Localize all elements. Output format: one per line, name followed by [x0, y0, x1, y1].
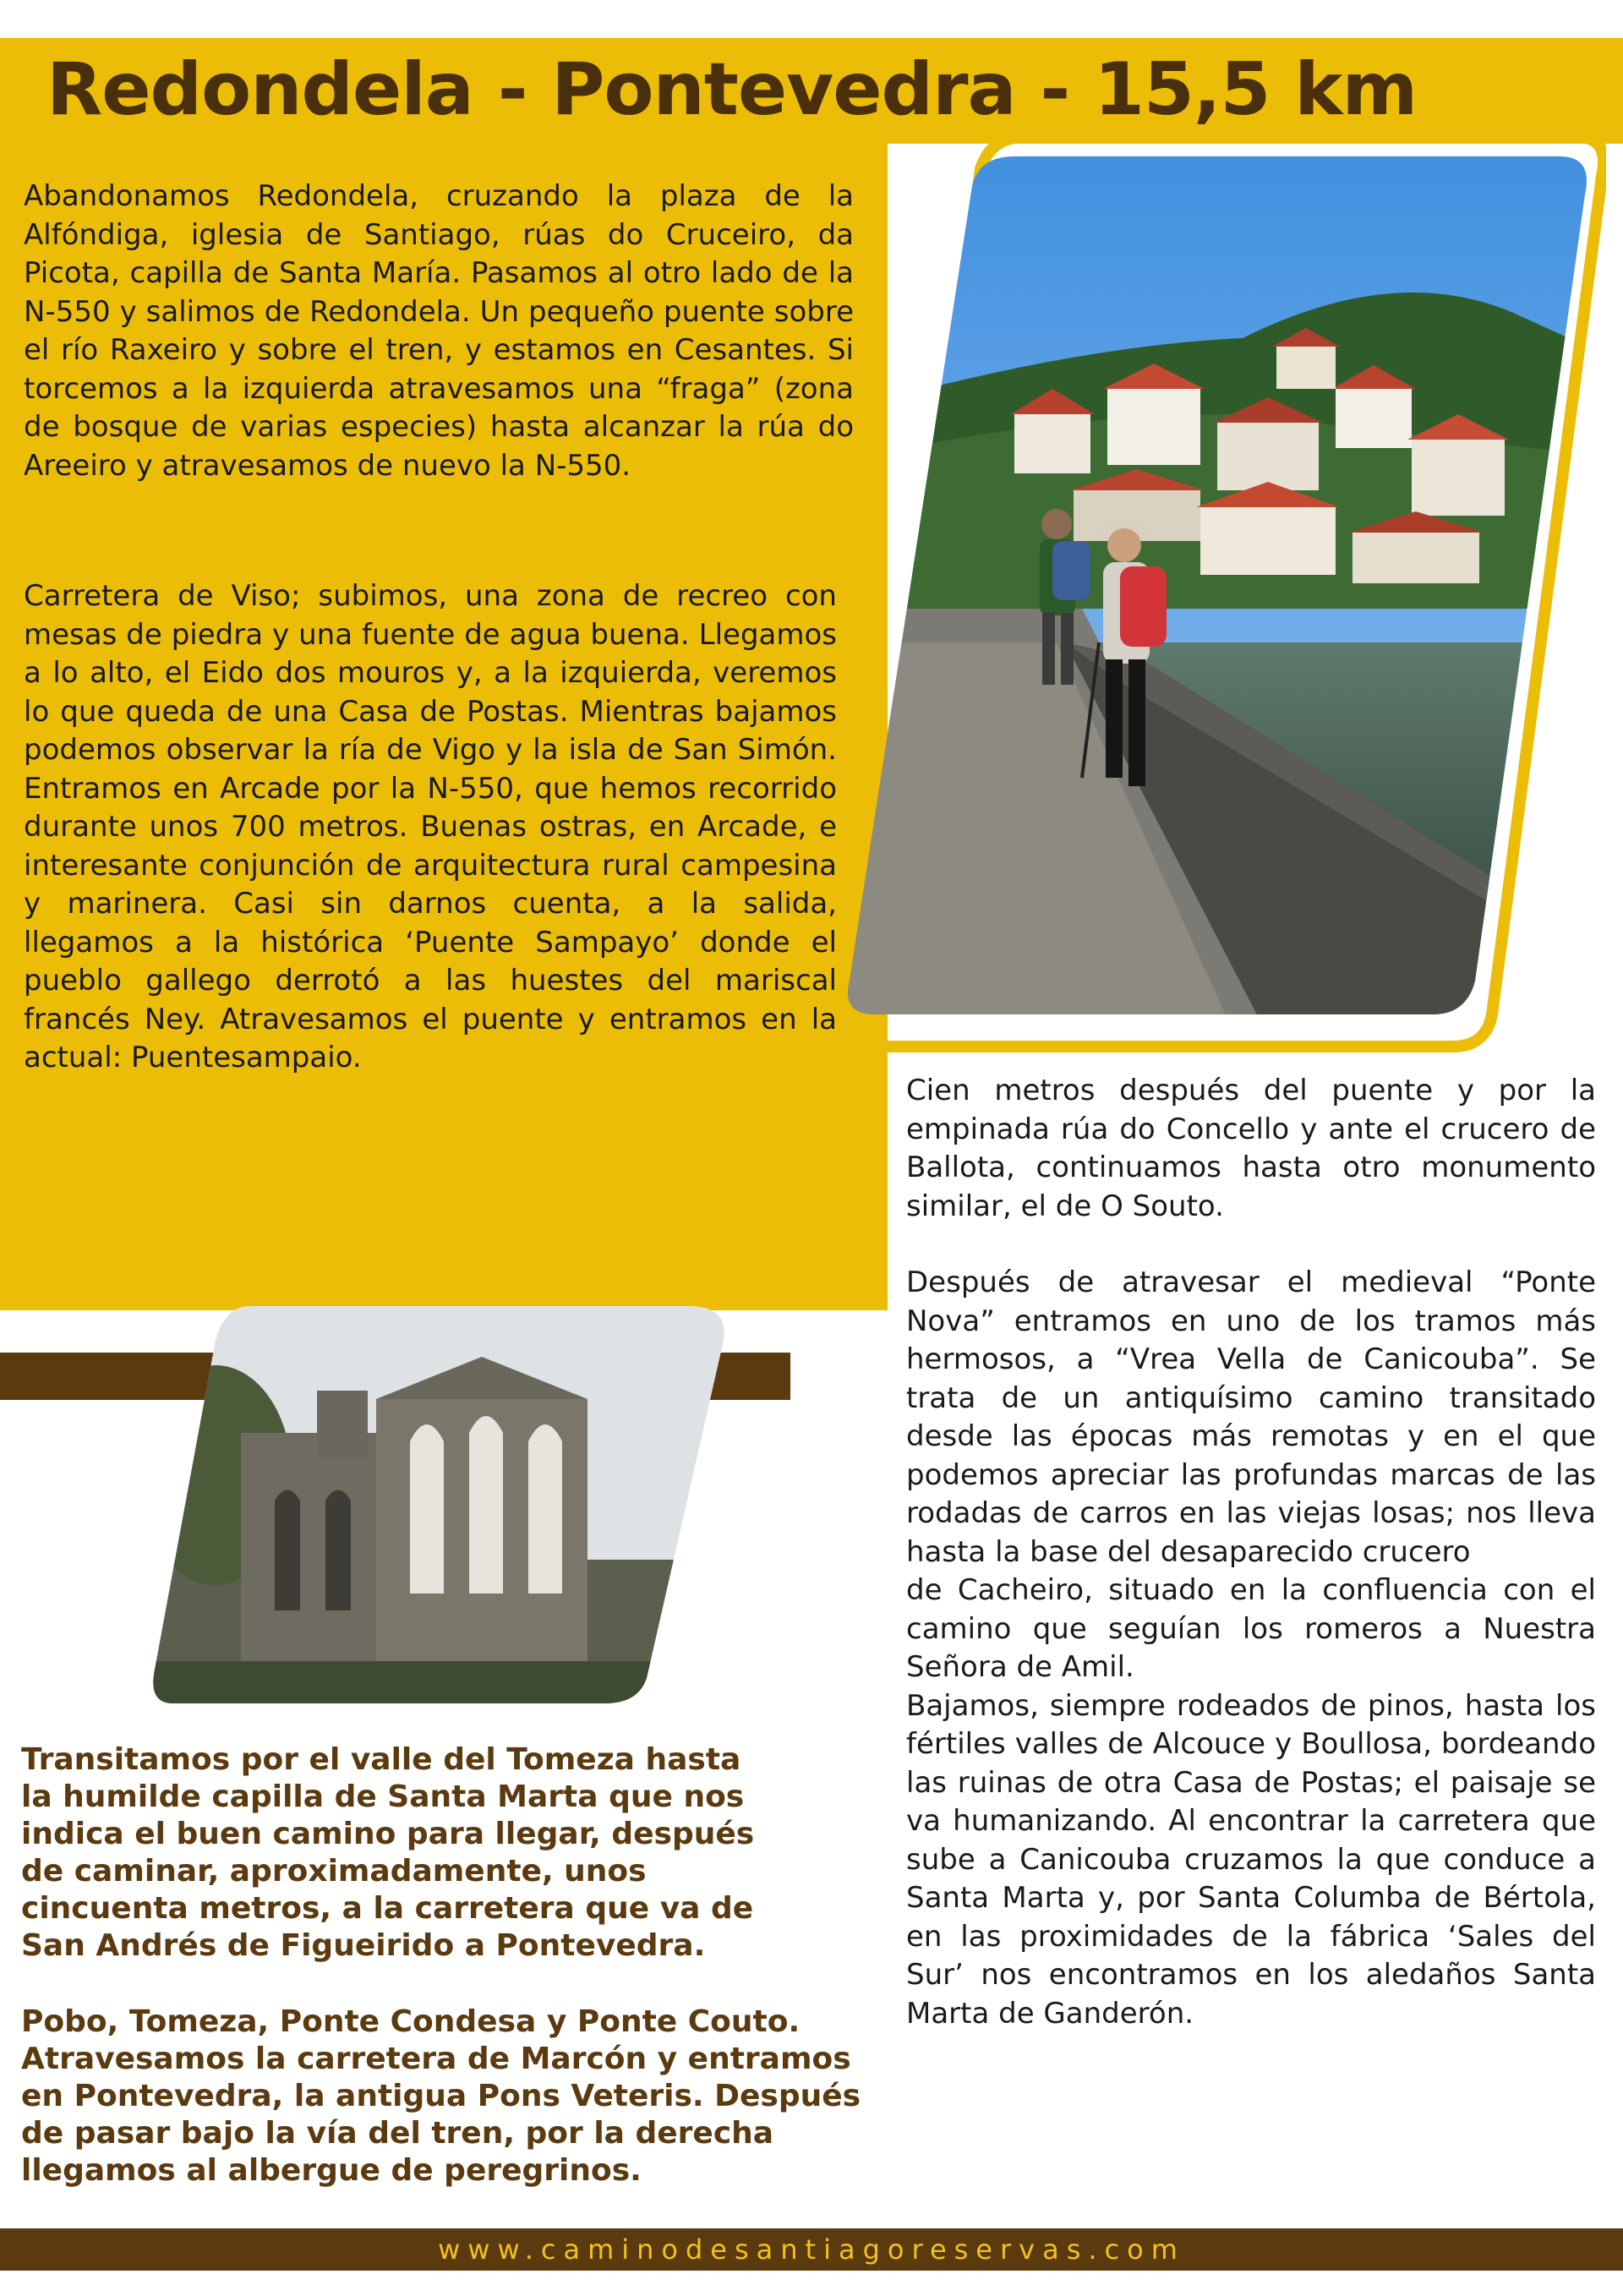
right-paragraph-1: Cien metros después del puente y por la empinada rúa do Concello y ante el crucero de Ballota, continuamos hasta otro monumento similar, el de O Souto. [906, 1074, 1596, 1223]
bold-paragraph-2: Pobo, Tomeza, Ponte Condesa y Ponte Couto. Atravesamos la carretera de Marcón y entramos en Pontevedra, la antigua Pons Veteris. Después de pasar bajo la vía del tren, por la derecha llegamos al albergue de peregrinos. [21, 2004, 861, 2188]
right-paragraph-3: Bajamos, siempre rodeados de pinos, hasta los fértiles valles de Alcouce y Boullosa, bordeando las ruinas de otra Casa de Postas; el paisaje se va humanizando. Al encontrar la carretera que sube a Canicouba cruzamos la que conduce a Santa Marta y, por Santa Columba de Bértola, en las proximidades de la fábrica ‘Sales del Sur’ nos encontramos en los aledaños Santa Marta de Ganderón. [906, 1688, 1596, 2031]
walkers-bridge-photo [803, 135, 1606, 1052]
page-title: Redondela - Pontevedra - 15,5 km [46, 47, 1418, 132]
left-paragraph-1: Abandonamos Redondela, cruzando la plaza de la Alfóndiga, iglesia de Santiago, rúas do Cruceiro, da Picota, capilla de Santa María. Pasamos al otro lado de la N-550 y salimos de Redondela. Un pequeño puente sobre el río Raxeiro y sobre el tren, y estamos en Cesantes. Si torcemos a la izquierda atravesamos una “fraga” (zona de bosque de varias especies) hasta alcanzar la rúa do Areeiro y atravesamos de nuevo la N-550. [24, 179, 854, 483]
bold-paragraph-1: Transitamos por el valle del Tomeza hasta la humilde capilla de Santa Marta que nos indica el buen camino para llegar, después de caminar, aproximadamente, unos cincuenta metros, a la carretera que va de San Andrés de Figueirido a Pontevedra. [21, 1742, 755, 1963]
church-ruins-photo [148, 1306, 740, 1703]
right-column-text [906, 1072, 1596, 2033]
footer-website-link[interactable]: www.caminodesantiagoreservas.com [438, 2233, 1185, 2266]
left-paragraph-2: Carretera de Viso; subimos, una zona de recreo con mesas de piedra y una fuente de agua buena. Llegamos a lo alto, el Eido dos mouros y, a la izquierda, veremos lo que queda de una Casa de Postas. Mientras bajamos podemos observar la ría de Vigo y la isla de San Simón. Entramos en Arcade por la N-550, que hemos recorrido durante unos 700 metros. Buenas ostras, en Arcade, e interesante conjunción de arquitectura rural campesina y marinera. Casi sin darnos cuenta, a la salida, llegamos a la histórica ‘Puente Sampayo’ donde el pueblo gallego derrotó a las huestes del mariscal francés Ney. Atravesamos el puente y entramos en la actual: Puentesampaio. [24, 579, 837, 1074]
right-paragraph-2b: de Cacheiro, situado en la confluencia con el camino que seguían los romeros a Nuestra Señora de Amil. [906, 1573, 1596, 1684]
right-paragraph-2a: Después de atravesar el medieval “Ponte Nova” entramos en uno de los tramos más hermosos, a “Vrea Vella de Canicouba”. Se trata de un antiquísimo camino transitado desde las épocas más remotas y en el que podemos apreciar las profundas marcas de las rodadas de carros en las viejas losas; nos lleva hasta la base del desaparecido crucero [906, 1266, 1596, 1569]
